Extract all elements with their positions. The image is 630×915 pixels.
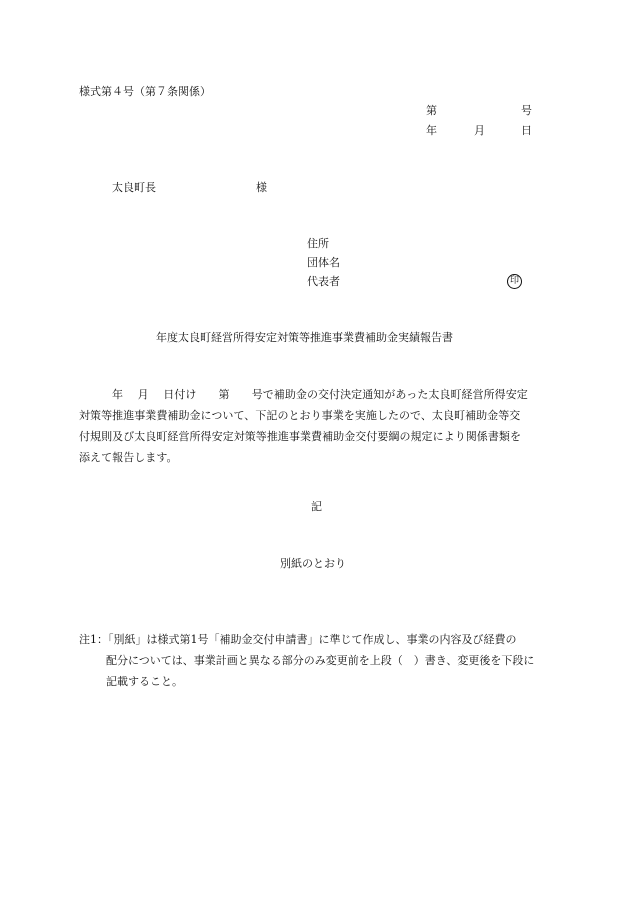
note-line: 記載すること。: [106, 675, 183, 688]
body-line: 年 月 日付け 第 号で補助金の交付決定通知があった太良町経営所得安定: [112, 388, 528, 401]
body-paragraph: [79, 384, 563, 468]
ki-heading: 記: [311, 500, 322, 513]
date-day: 日: [521, 124, 532, 137]
body-line: 付規則及び太良町経営所得安定対策等推進事業費補助金交付要綱の規定により関係書類を: [79, 430, 521, 443]
number-suffix: 号: [521, 104, 532, 117]
address-label: 住所: [307, 237, 329, 250]
attachment-text: 別紙のとおり: [280, 557, 346, 570]
form-label: 様式第４号（第７条関係）: [79, 85, 211, 98]
seal-mark: 印: [507, 274, 522, 289]
note-line: 注1：「別紙」は様式第1号「補助金交付申請書」に準じて作成し、事業の内容及び経費の: [79, 633, 517, 646]
org-label: 団体名: [307, 256, 340, 269]
addressee-name: 太良町長: [112, 181, 156, 194]
rep-label: 代表者: [307, 275, 340, 288]
note-block: [79, 629, 569, 692]
date-year: 年: [426, 124, 437, 137]
date-month: 月: [474, 124, 485, 137]
addressee-honorific: 様: [256, 181, 267, 194]
body-line: 添えて報告します。: [79, 451, 178, 464]
body-line: 対策等推進事業費補助金について、下記のとおり事業を実施したので、太良町補助金等交: [79, 409, 521, 422]
note-line: 配分については、事業計画と異なる部分のみ変更前を上段（ ）書き、変更後を下段に: [106, 654, 535, 667]
document-title: 年度太良町経営所得安定対策等推進事業費補助金実績報告書: [156, 331, 453, 344]
number-prefix: 第: [426, 104, 437, 117]
